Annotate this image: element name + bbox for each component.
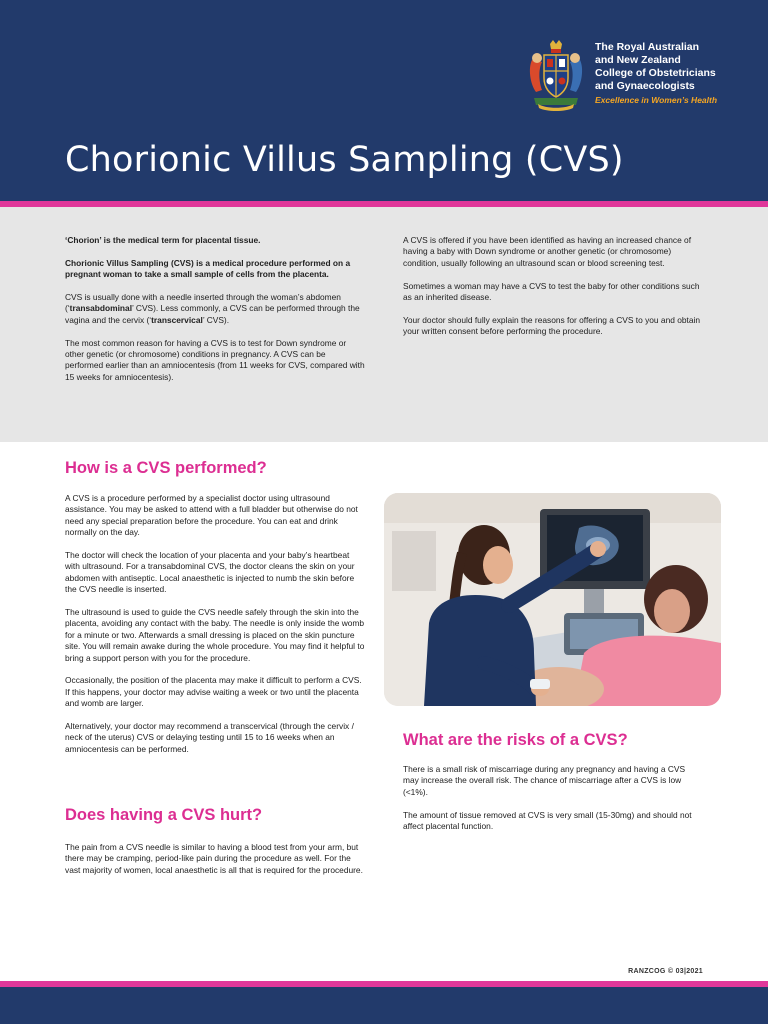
page-title: Chorionic Villus Sampling (CVS) <box>65 140 624 180</box>
hurt-body <box>65 842 365 888</box>
risk-paragraph: There is a small risk of miscarriage during any pregnancy and having a CVS may increase the overall risk. The chance of miscarriage after a CVS is low (<1%). <box>403 764 686 797</box>
risk-heading: What are the risks of a CVS? <box>403 731 628 749</box>
intro-reason-paragraph: The most common reason for having a CVS is to test for Down syndrome or other genetic (or chromosome) conditions in pregnancy. A CVS can be performed earlier than an amniocentesis (from 11 weeks for CVS, compared with 15 weeks for amniocentesis). <box>65 337 365 382</box>
how-paragraph: The doctor will check the location of your placenta and your baby’s heartbeat with ultrasound. For a transabdominal CVS, the doctor cleans the skin on your abdomen with antiseptic. Local anaesthetic is injected to numb the skin before the CVS needle is inserted. <box>65 550 355 595</box>
college-crest-icon <box>526 38 586 112</box>
document-code: RANZCOG © 03|2021 <box>628 968 703 975</box>
how-paragraph: The ultrasound is used to guide the CVS needle safely through the skin into the placenta, avoiding any contact with the baby. The needle is only inside the womb for a minute or two. Afterwards a small dressing is placed on the skin puncture site. You will remain awake during the whole procedure. You may find it helpful to bring a support person with you for the procedure. <box>65 607 365 663</box>
intro-offer-paragraph: A CVS is offered if you have been identified as having an increased chance of having a baby with Down syndrome or another genetic (or chromosome) condition, usually following an ultrasound scan or blood screening test. <box>403 235 692 268</box>
how-paragraph: Occasionally, the position of the placenta may make it difficult to perform a CVS. If this happens, your doctor may advise waiting a week or two until the placenta and womb are larger. <box>65 675 362 709</box>
hurt-paragraph: The pain from a CVS needle is similar to having a blood test from your arm, but there may be cramping, period-like pain during the procedure as well. For the vast majority of women, local anaesthetic is all that is required for the procedure. <box>65 842 363 875</box>
footer-band <box>0 987 768 1024</box>
org-name-line-2: and New Zealand <box>595 54 681 66</box>
how-paragraph: A CVS is a procedure performed by a specialist doctor using ultrasound assistance. You may be asked to attend with a full bladder but otherwise do not need any special preparation before the procedure. You can eat and drink normally on the day. <box>65 493 358 538</box>
risk-body <box>403 764 703 844</box>
intro-right-column <box>403 235 703 349</box>
intro-other-conditions-paragraph: Sometimes a woman may have a CVS to test the baby for other conditions such as an inherited disease. <box>403 280 700 303</box>
ultrasound-photo <box>384 493 721 706</box>
how-body <box>65 493 365 767</box>
intro-left-column <box>65 235 365 395</box>
org-name-line-3: College of Obstetricians <box>595 67 716 79</box>
how-heading: How is a CVS performed? <box>65 459 267 477</box>
how-paragraph: Alternatively, your doctor may recommend a transcervical (through the cervix / neck of the uterus) CVS or delaying testing until 15 to 16 weeks when an amniocentesis can be performed. <box>65 721 354 754</box>
term-transabdominal: transabdominal <box>69 303 133 314</box>
risk-paragraph: The amount of tissue removed at CVS is very small (15-30mg) and should not affect placental function. <box>403 809 692 832</box>
intro-summary: Chorionic Villus Sampling (CVS) is a medical procedure performed on a pregnant woman to take a small sample of cells from the placenta. <box>65 257 351 280</box>
term-transcervical: transcervical <box>151 314 203 325</box>
intro-method-paragraph: CVS is usually done with a needle inserted through the woman’s abdomen (‘transabdominal’ CVS). Less commonly, a CVS can be performed through the vagina and the cervix (‘transcervical’ CVS). <box>65 292 360 325</box>
intro-consent-paragraph: Your doctor should fully explain the reasons for offering a CVS to you and obtain your written consent before performing the procedure. <box>403 314 701 337</box>
ultrasound-scene-illustration <box>384 493 721 706</box>
organisation-name-block <box>595 41 765 107</box>
org-name-line-4: and Gynaecologists <box>595 80 695 92</box>
hurt-heading: Does having a CVS hurt? <box>65 806 263 824</box>
org-name-line-1: The Royal Australian <box>595 41 700 53</box>
org-tagline: Excellence in Women’s Health <box>595 95 718 105</box>
intro-definition: ‘Chorion’ is the medical term for placental tissue. <box>65 235 261 245</box>
